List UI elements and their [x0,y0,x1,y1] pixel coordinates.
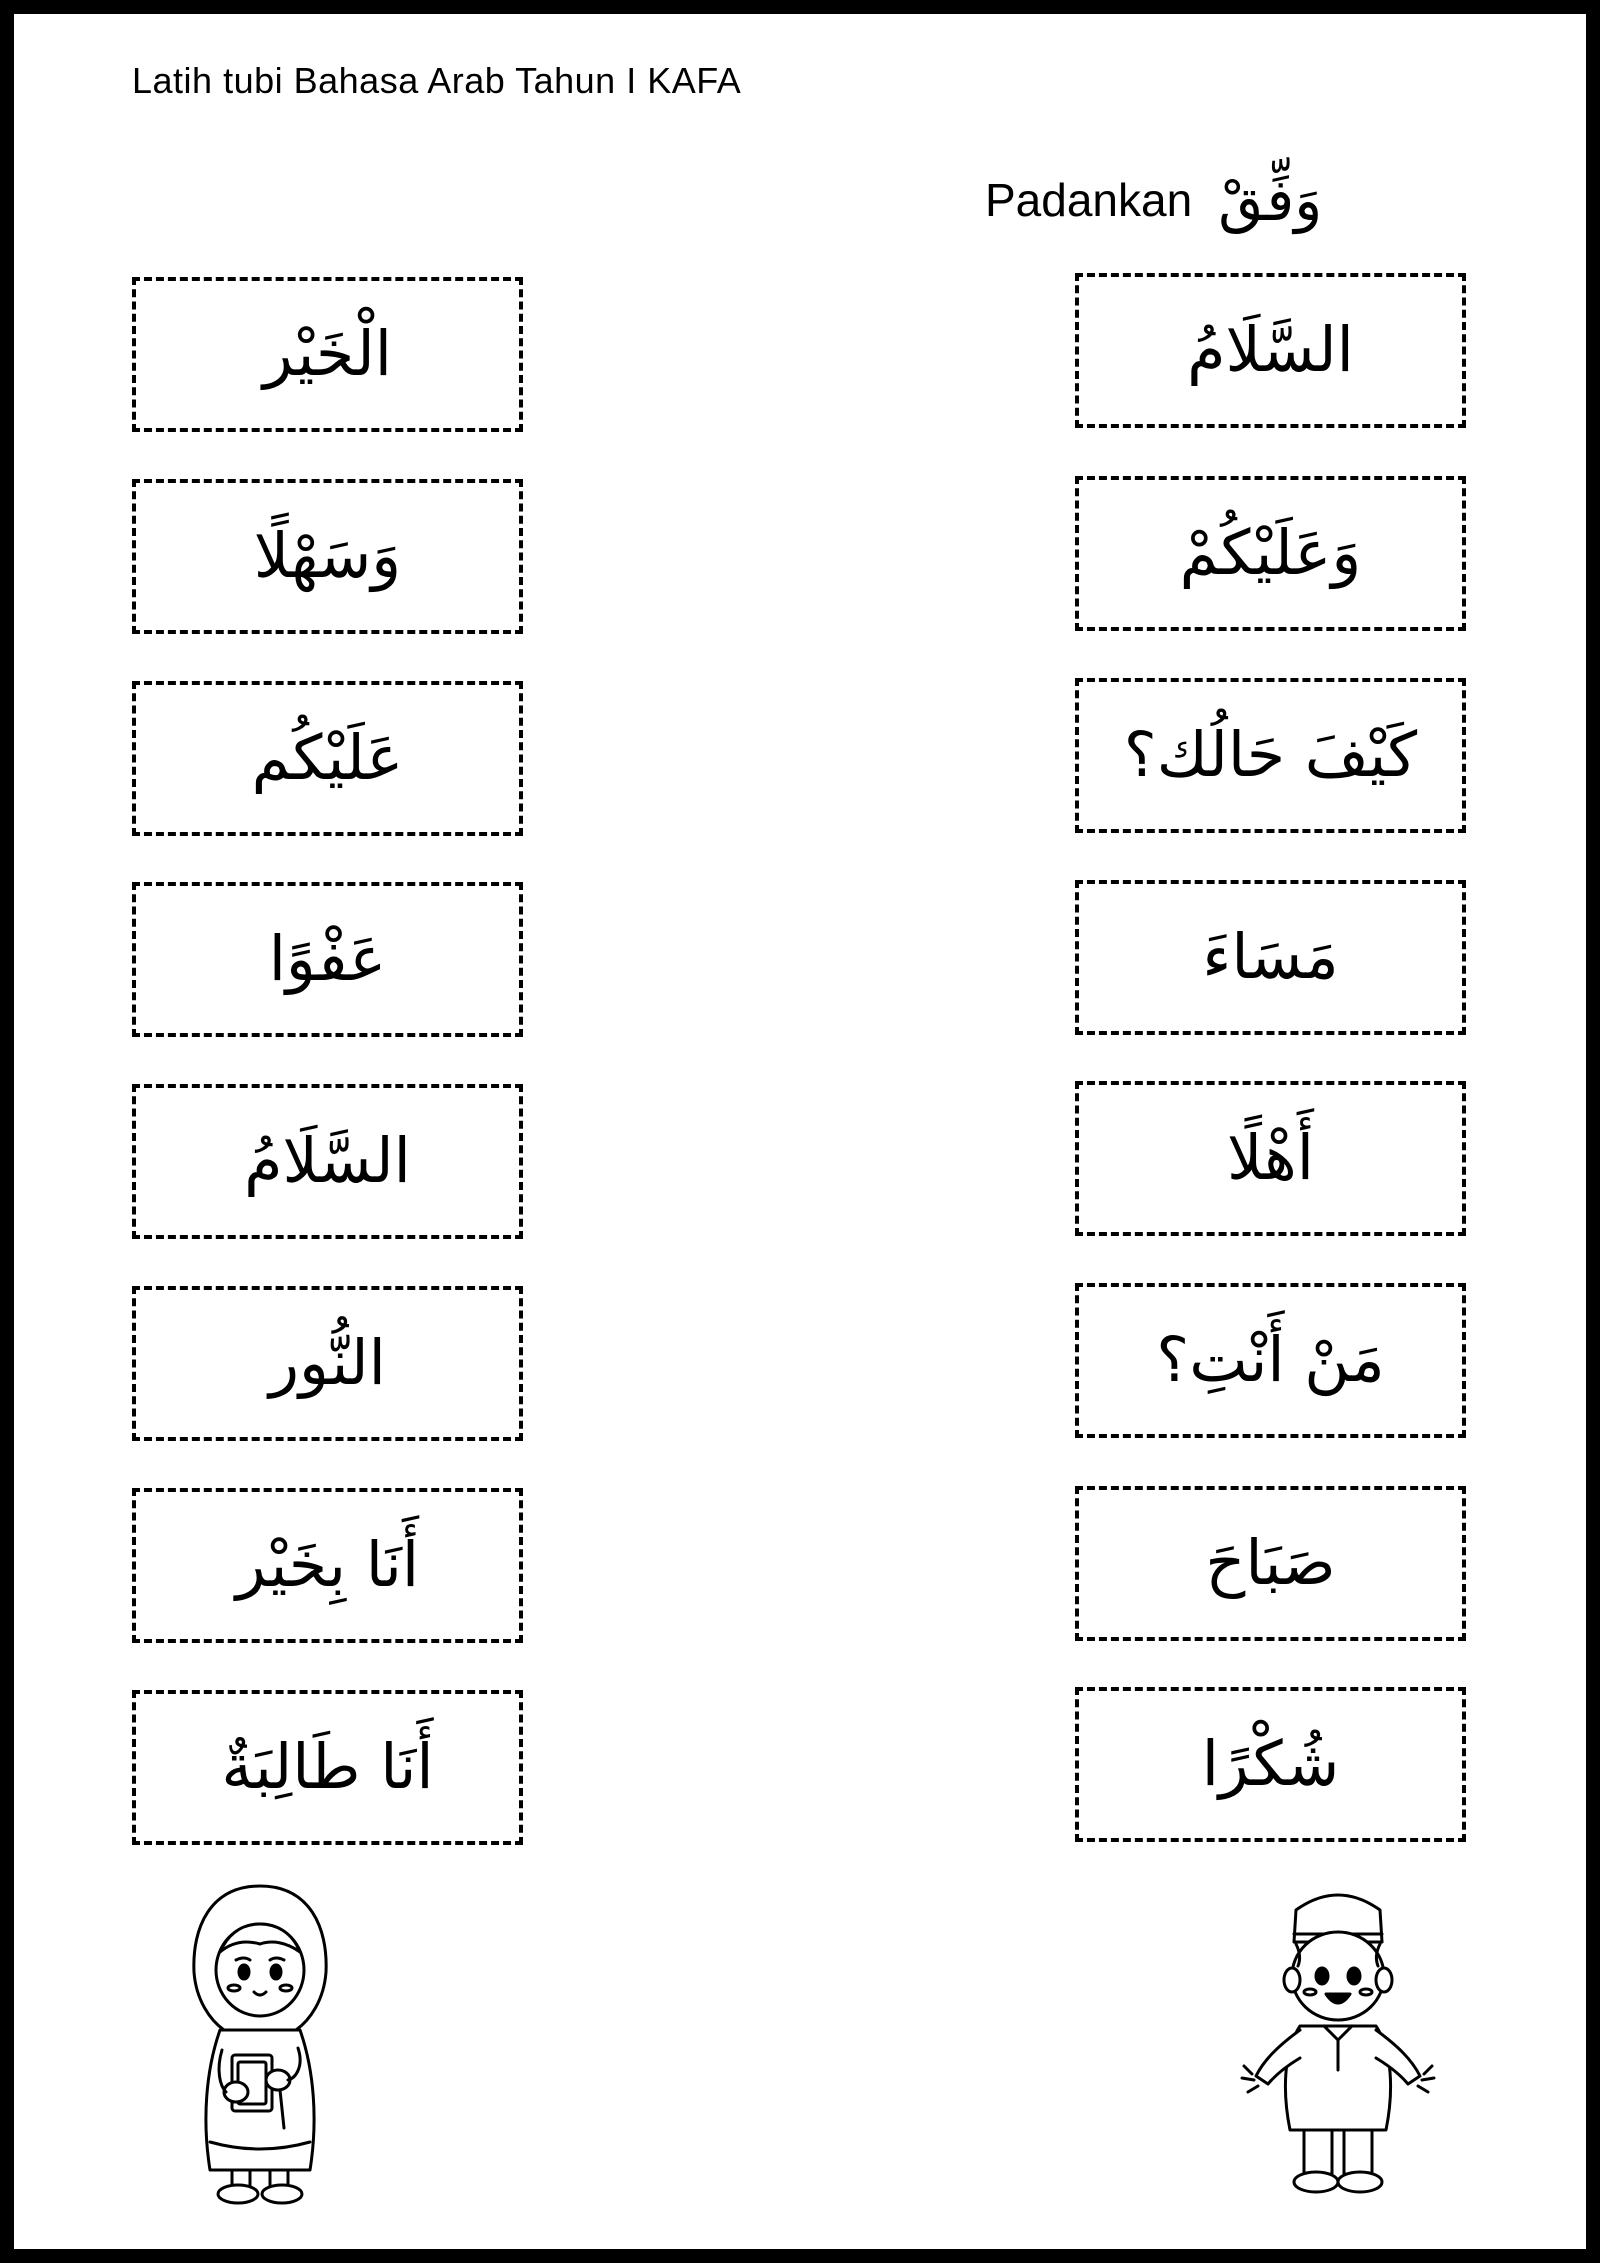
right-card-text: شُكْرًا [1201,1727,1340,1801]
right-card-6[interactable] [1075,1283,1466,1438]
right-card-text: كَيْفَ حَالُك؟ [1123,718,1418,792]
instruction-label: Padankan [985,174,1193,226]
left-card-7[interactable] [132,1488,523,1643]
right-card-3[interactable] [1075,678,1466,833]
left-card-text: أَنَا بِخَيْر [235,1528,420,1602]
instruction [985,160,1322,240]
right-card-7[interactable] [1075,1486,1466,1641]
right-card-text: وَعَلَيْكُمْ [1179,516,1362,590]
girl-illustration [180,1880,340,2210]
right-card-text: أَهْلًا [1227,1121,1314,1195]
left-card-4[interactable] [132,882,523,1037]
left-card-text: السَّلَامُ [244,1124,411,1198]
left-card-text: النُّور [269,1326,386,1400]
left-card-text: وَسَهْلًا [253,519,402,593]
left-card-2[interactable] [132,479,523,634]
right-card-5[interactable] [1075,1081,1466,1236]
right-card-text: مَنْ أَنْتِ؟ [1156,1323,1385,1397]
left-card-text: الْخَيْر [262,317,393,391]
left-card-5[interactable] [132,1084,523,1239]
right-card-2[interactable] [1075,476,1466,631]
right-card-1[interactable] [1075,273,1466,428]
left-card-6[interactable] [132,1286,523,1441]
left-card-text: عَلَيْكُم [251,721,404,795]
right-card-text: صَبَاحَ [1205,1526,1336,1600]
left-card-text: أَنَا طَالِبَةٌ [221,1730,434,1804]
instruction-arabic: وَفِّقْ [1218,166,1323,234]
right-card-4[interactable] [1075,880,1466,1035]
right-card-text: السَّلَامُ [1187,313,1354,387]
left-card-1[interactable] [132,277,523,432]
boy-illustration [1238,1880,1438,2220]
right-card-8[interactable] [1075,1687,1466,1842]
left-card-8[interactable] [132,1690,523,1845]
right-card-text: مَسَاءَ [1202,920,1339,994]
left-card-3[interactable] [132,681,523,836]
left-card-text: عَفْوًا [268,922,387,996]
worksheet-title: Latih tubi Bahasa Arab Tahun I KAFA [132,60,742,101]
